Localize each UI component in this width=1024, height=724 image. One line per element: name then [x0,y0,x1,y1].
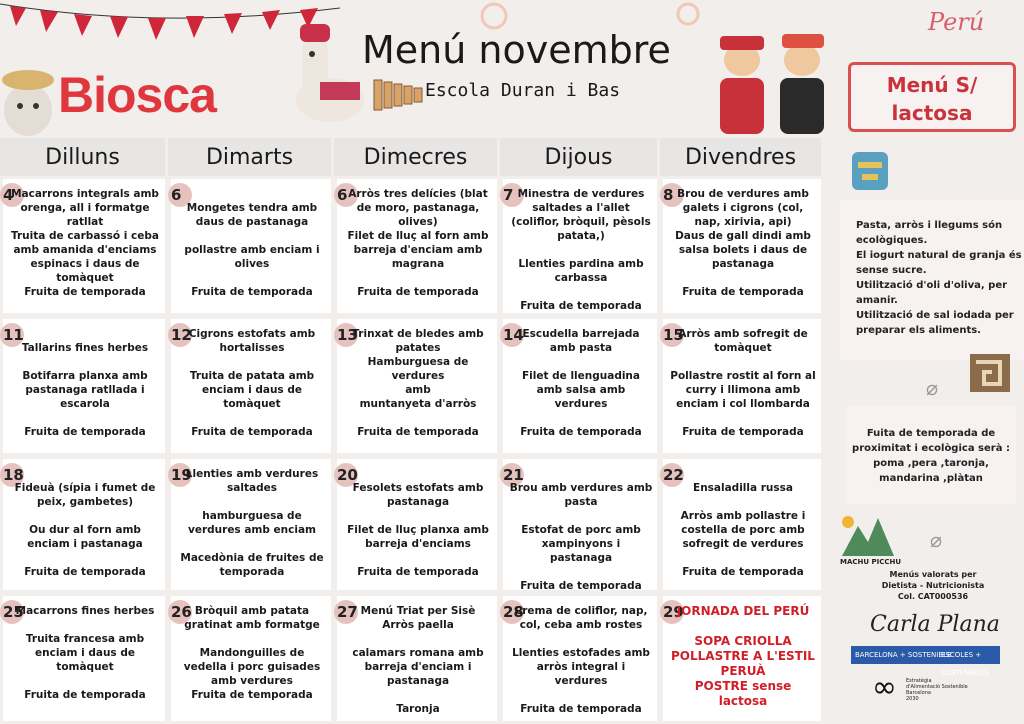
day-number: 15 [660,323,684,347]
inca-tile-icon [970,354,1010,392]
country-label: Perú [928,8,985,36]
day-menu-text: Bròquil amb patata gratinat amb formatge Mandonguilles de vedella i porc guisades amb verdures Fruita de temporada [183,605,321,701]
day-menu-text: Minestra de verdures saltades a l'allet (coliflor, bròquil, pèsols patata,) Llenties pardina amb carbassa Fruita de temporada [511,188,651,312]
sloth-icon [0,60,56,140]
day-header-4: Divendres [660,138,824,176]
badge-right-text: ESCOLES + SOSTENIBLES [941,651,989,677]
menu-type-badge: Menú S/ lactosa [848,62,1016,132]
day-menu-text: Macarrons integrals amb orenga, all i formatge ratllat Truita de carbassó i ceba amb amanida d'enciams espinacs i daus de tomàquet Fruita de temporada [11,188,159,298]
day-number: 6 [334,183,358,207]
day-cell [168,176,334,316]
day-cell [334,593,500,724]
day-menu-text: Brou amb verdures amb pasta Estofat de porc amb xampinyons i pastanaga Fruita de temporada [509,482,653,592]
day-menu-text: Ensaladilla russa Arròs amb pollastre i costella de porc amb sofregit de verdures Fruita de temporada [680,482,806,578]
day-menu-text: Cigrons estofats amb hortalisses Truita de patata amb enciam i daus de tomàquet Fruita de temporada [188,328,316,438]
day-cell [0,176,168,316]
school-name: Escola Duran i Bas [425,80,621,101]
day-cell [168,593,334,724]
day-cell [334,316,500,456]
day-header-1: Dimarts [168,138,334,176]
fruit-note-card [846,406,1016,504]
day-number: 14 [500,323,524,347]
day-cell [168,316,334,456]
day-number: 12 [168,323,192,347]
day-cell [500,176,660,316]
peruvian-children-icon [710,30,840,138]
day-number: 29 [660,600,684,624]
day-menu-text: Llenties amb verdures saltades hamburguesa de verdures amb enciam Macedònia de fruites de temporada [180,468,324,578]
day-menu-text: Arròs tres delícies (blat de moro, pastanaga, olives) Filet de lluç al forn amb barreja d'enciam amb magrana Fruita de temporada [347,188,489,298]
day-cell [660,316,824,456]
strategy-text: Estratègia d'Alimentació Sostenible Barcelona 2030 [906,678,968,702]
day-number: 22 [660,463,684,487]
day-menu-text: Fesolets estofats amb pastanaga Filet de lluç planxa amb barreja d'enciams Fruita de temporada [347,482,489,578]
biosca-logo: Biosca [58,67,216,123]
day-menu-text: Mongetes tendra amb daus de pastanaga pollastre amb enciam i olives Fruita de temporada [184,202,320,298]
pan-flute-icon [370,74,450,118]
day-menu-text: Tallarins fines herbes Botifarra planxa amb pastanaga ratllada i escarola Fruita de temporada [21,342,149,438]
day-number: 21 [500,463,524,487]
day-header-2: Dimecres [334,138,500,176]
day-menu-text: JORNADA DEL PERÚ SOPA CRIOLLA POLLASTRE A L'ESTIL PERUÀ POSTRE sense lactosa [671,604,815,708]
day-menu-text: Trinxat de bledes amb patates Hamburguesa de verdures amb muntanyeta d'arròs Fruita de temporada [352,328,484,438]
day-header-3: Dijous [500,138,660,176]
signature: Carla Plana [870,612,1000,637]
day-menu-text: Macarrons fines herbes Truita francesa amb enciam i daus de tomàquet Fruita de temporada [15,605,155,701]
notes-text: Pasta, arròs i llegums són ecològiques. El iogurt natural de granja és sense sucre. Utilització d'oli d'oliva, per amanir. Utilització de sal iodada per preparar els aliments. [856,220,1022,336]
day-menu-text: Escudella barrejada amb pasta Filet de llenguadina amb salsa amb verdures Fruita de temporada [520,328,642,438]
badge-left-text: BARCELONA + SOSTENIBLE [855,651,952,659]
day-cell [334,456,500,593]
day-cell [500,593,660,724]
day-menu-text: Brou de verdures amb galets i cigrons (col, nap, xirivia, api) Daus de gall dindi amb salsa bolets i daus de pastanaga Fruita de temporada [675,188,811,298]
day-cell [0,456,168,593]
day-cell [500,316,660,456]
day-number: 4 [0,183,24,207]
day-cell [0,593,168,724]
notes-card [840,200,1024,360]
sustainability-badge [851,646,1000,677]
inca-mask-icon [848,148,892,194]
day-cell [660,176,824,316]
day-cell [0,316,168,456]
paperclip-icon: ⌀ [926,376,939,400]
llama-icon [290,20,370,138]
day-cell [334,176,500,316]
day-number: 19 [168,463,192,487]
day-menu-text: Arròs amb sofregit de tomàquet Pollastre rostit al forn al curry i llimona amb enciam i col llombarda Fruita de temporada [670,328,816,438]
fruit-note-text: Fuita de temporada de proximitat i ecològica serà : poma ,pera ,taronja, mandarina ,plàtan [852,428,1010,484]
paperclip-icon: ⌀ [930,528,943,552]
day-number: 8 [660,183,684,207]
day-number: 11 [0,323,24,347]
day-number: 6 [168,183,192,207]
day-number: 27 [334,600,358,624]
infinity-logo-icon: ∞ [872,670,897,705]
day-header-0: Dilluns [0,138,168,176]
machu-picchu-label: MACHU PICCHU [840,558,902,566]
day-number: 13 [334,323,358,347]
day-number: 28 [500,600,524,624]
page-title: Menú novembre [362,28,671,72]
day-number: 7 [500,183,524,207]
day-number: 20 [334,463,358,487]
day-number: 26 [168,600,192,624]
day-menu-text: Crema de coliflor, nap, col, ceba amb rostes Llenties estofades amb arròs integral i verdures Fruita de temporada [512,605,650,715]
day-cell [168,456,334,593]
day-number: 18 [0,463,24,487]
menu-grid [0,138,824,724]
day-cell [500,456,660,593]
day-cell [660,593,824,724]
machu-picchu-icon [838,512,896,560]
day-menu-text: Fideuà (sípia i fumet de peix, gambetes) Ou dur al forn amb enciam i pastanaga Fruita de temporada [14,482,156,578]
day-number: 25 [0,600,24,624]
day-cell [660,456,824,593]
day-menu-text: Menú Triat per Sisè Arròs paella calamars romana amb barreja d'enciam i pastanaga Taronja [352,605,484,715]
validation-text: Menús valorats per Dietista - Nutricionista Col. CAT000536 [881,570,985,601]
